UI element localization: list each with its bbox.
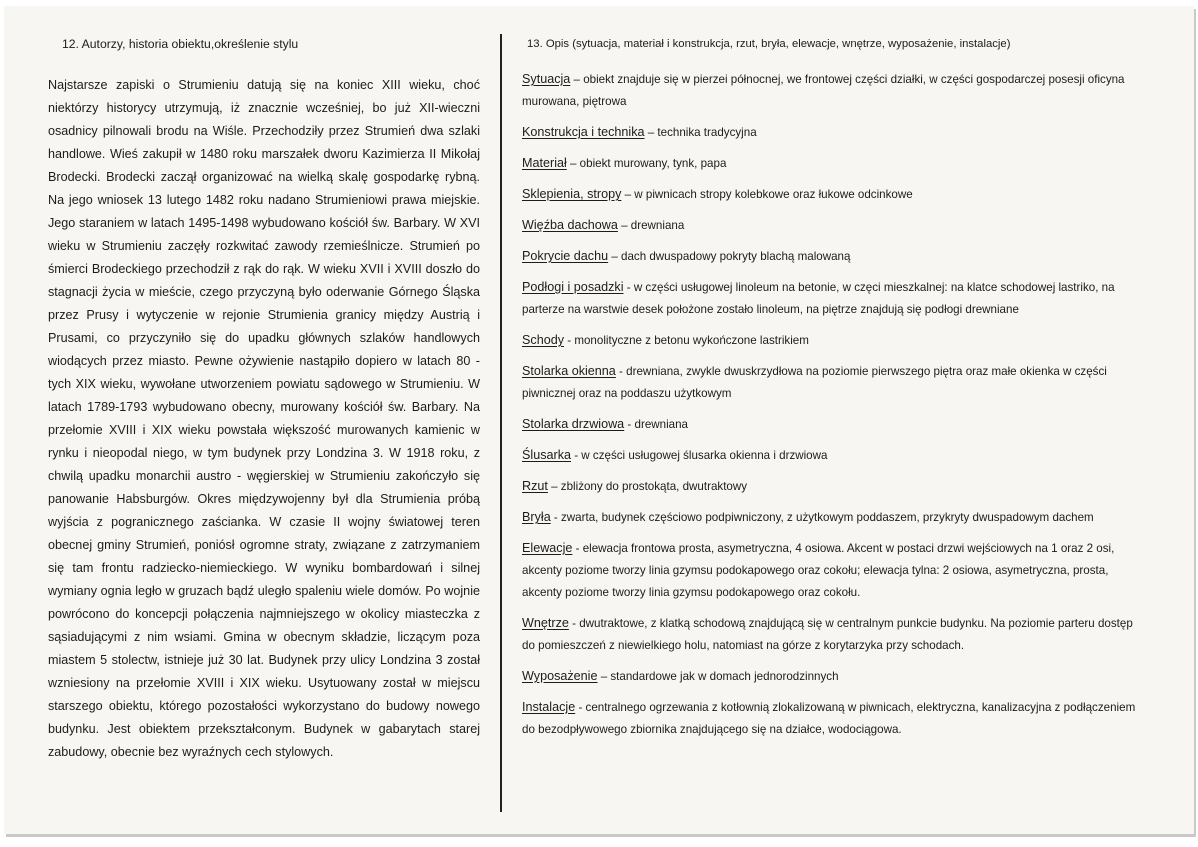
description-text: - w części usługowej ślusarka okienna i drzwiowa — [571, 449, 828, 462]
description-item — [522, 360, 1146, 405]
history-text: Najstarsze zapiski o Strumieniu datują się na koniec XIII wieku, choć niektórzy historycy utrzymują, iż znacznie wcześniej, bo już XII-wieczni osadnicy pilnowali brodu na Wiśle. Przechodziły przez Strumień dwa szlaki handlowe. Wieś zakupił w 1480 roku marszałek dworu Kazimierza II Mikołaj Brodecki. Brodecki zaczął organizować na wielką skalę gospodarkę rybną. Na jego wniosek 13 lutego 1482 roku nadano Strumieniowi prawa miejskie. Jego staraniem w latach 1495-1498 wybudowano kościół św. Barbary. W XVI wieku w Strumieniu zaczęły rozkwitać zawody rzemieślnicze. Strumień po śmierci Brodeckiego przechodził z rąk do rąk. W wieku XVII i XVIII doszło do stagnacji życia w mieście, czego przyczyną było oderwanie Górnego Śląska przez Prusy i wytyczenie w rejonie Strumienia granicy między Austrią i Prusami, co przyczyniło się do upadku głównych szlaków handlowych wiodących przez miasto. Pewne ożywienie nastąpiło dopiero w latach 80 - tych XIX wieku, wywołane utworzeniem powiatu sądowego w Strumieniu. W latach 1789-1793 wybudowano obecny, murowany kościół św. Barbary. Na przełomie XVIII i XIX wieku powstała większość murowanych kamienic w rynku i nieopodal niego, w tym budynek przy Londzina 3. W 1918 roku, z chwilą upadku monarchii austro - węgierskiej w Strumieniu zakończyło się panowanie Habsburgów. Okres międzywojenny był dla Strumienia próbą wyjścia z pogranicznego zaścianka. W czasie II wojny światowej teren obecnej gminy Strumień, poniósł ogromne straty, związane z zatrzymaniem się tam frontu radziecko-niemieckiego. W wyniku bombardowań i silnej wymiany ognia legło w gruzach bądź uległo spaleniu wiele domów. Po wojnie powrócono do koncepcji połączenia najmniejszego w okolicy miasteczka z sąsiadującymi z nim wsiami. Gmina w obecnym składzie, liczącym poza miastem 5 stolectw, istnieje już 30 lat. Budynek przy ulicy Londzina 3 został wzniesiony na przełomie XVIII i XIX wieku. Usytuowany został w miejscu starszego obiektu, którego pozostałości wykorzystano do budowy nowego budynku. Jest obiektem przekształconym. Budynek w gabarytach starej zabudowy, obecnie bez wyraźnych cech stylowych. — [48, 78, 480, 759]
description-text: - drewniana, zwykle dwuskrzydłowa na poziomie pierwszego piętra oraz małe okienka w części piwnicznej oraz na poddaszu użytkowym — [522, 365, 1107, 400]
description-term: Instalacje — [522, 700, 576, 714]
description-text: – drewniana — [617, 219, 685, 232]
description-term: Stolarka okienna — [522, 364, 616, 378]
description-list — [522, 68, 1146, 741]
description-item — [522, 413, 1146, 436]
description-term: Schody — [522, 333, 565, 347]
description-term: Rzut — [522, 479, 548, 493]
description-item — [522, 612, 1146, 657]
description-text: - elewacja frontowa prosta, asymetryczna, 4 osiowa. Akcent w postaci drzwi wejściowych na 1 oraz 2 osi, akcenty poziome tworzy linia gzymsu podokapowego oraz cokołu; elewacja tylna: 2 osiowa, asymetryczna, prosta, akcenty poziome tworzy linia gzymsu podokapowego oraz cokołu. — [522, 542, 1115, 599]
description-item — [522, 506, 1146, 529]
description-text: - w części usługowej linoleum na betonie, w częci mieszkalnej: na klatce schodowej lastriko, na parterze na warstwie desek położone zostało linoleum, na piętrze znajdują się podłogi drewniane — [522, 281, 1115, 316]
description-text: - drewniana — [624, 418, 689, 431]
description-term: Elewacje — [522, 541, 573, 555]
description-term: Konstrukcja i technika — [522, 125, 645, 139]
description-item — [522, 214, 1146, 237]
scanned-document-page — [4, 6, 1194, 834]
description-text: - monolityczne z betonu wykończone lastrikiem — [564, 334, 809, 347]
description-section — [522, 36, 1146, 749]
description-item — [522, 537, 1146, 604]
description-term: Wnętrze — [522, 616, 569, 630]
description-item — [522, 276, 1146, 321]
description-item — [522, 152, 1146, 175]
description-item — [522, 183, 1146, 206]
description-item — [522, 245, 1146, 268]
description-item — [522, 329, 1146, 352]
description-term: Sytuacja — [522, 72, 571, 86]
description-term: Materiał — [522, 156, 567, 170]
description-term: Więźba dachowa — [522, 218, 618, 232]
description-text: - dwutraktowe, z klatką schodową znajdującą się w centralnym punkcie budynku. Na poziomie parteru dostęp do pomieszczeń z niewielkiego holu, natomiast na górze z korytarzyka przy schodach. — [522, 617, 1133, 652]
history-section — [48, 36, 480, 764]
description-term: Pokrycie dachu — [522, 249, 609, 263]
description-text: – w piwnicach stropy kolebkowe oraz łukowe odcinkowe — [621, 188, 913, 201]
description-text: - centralnego ogrzewania z kotłownią zlokalizowaną w piwnicach, elektryczna, kanalizacyjna z podłączeniem do bezodpływowego zbiornika znajdującego się na działce, wodociągowa. — [522, 701, 1136, 736]
description-term: Wyposażenie — [522, 669, 598, 683]
description-term: Podłogi i posadzki — [522, 280, 624, 294]
description-text: – obiekt murowany, tynk, papa — [566, 157, 727, 170]
description-text: – standardowe jak w domach jednorodzinnych — [597, 670, 839, 683]
description-text: – obiekt znajduje się w pierzei północnej, we frontowej części działki, w części gospodarczej posesji oficyna murowana, piętrowa — [522, 73, 1125, 108]
description-text: - zwarta, budynek częściowo podpiwniczony, z użytkowym poddaszem, przykryty dwuspadowym dachem — [550, 511, 1094, 524]
column-divider — [500, 34, 502, 812]
description-text: – technika tradycyjna — [644, 126, 757, 139]
description-term: Stolarka drzwiowa — [522, 417, 625, 431]
description-term: Ślusarka — [522, 448, 571, 462]
description-item — [522, 121, 1146, 144]
description-item — [522, 444, 1146, 467]
history-heading: 12. Autorzy, historia obiektu,określenie stylu — [62, 37, 299, 51]
description-item — [522, 665, 1146, 688]
description-item — [522, 68, 1146, 113]
description-item — [522, 475, 1146, 498]
description-term: Sklepienia, stropy — [522, 187, 622, 201]
description-heading: 13. Opis (sytuacja, materiał i konstrukcja, rzut, bryła, elewacje, wnętrze, wyposażenie, instalacje) — [527, 38, 1011, 50]
description-text: – dach dwuspadowy pokryty blachą malowaną — [608, 250, 851, 263]
description-item — [522, 696, 1146, 741]
description-text: – zbliżony do prostokąta, dwutraktowy — [547, 480, 748, 493]
description-term: Bryła — [522, 510, 551, 524]
